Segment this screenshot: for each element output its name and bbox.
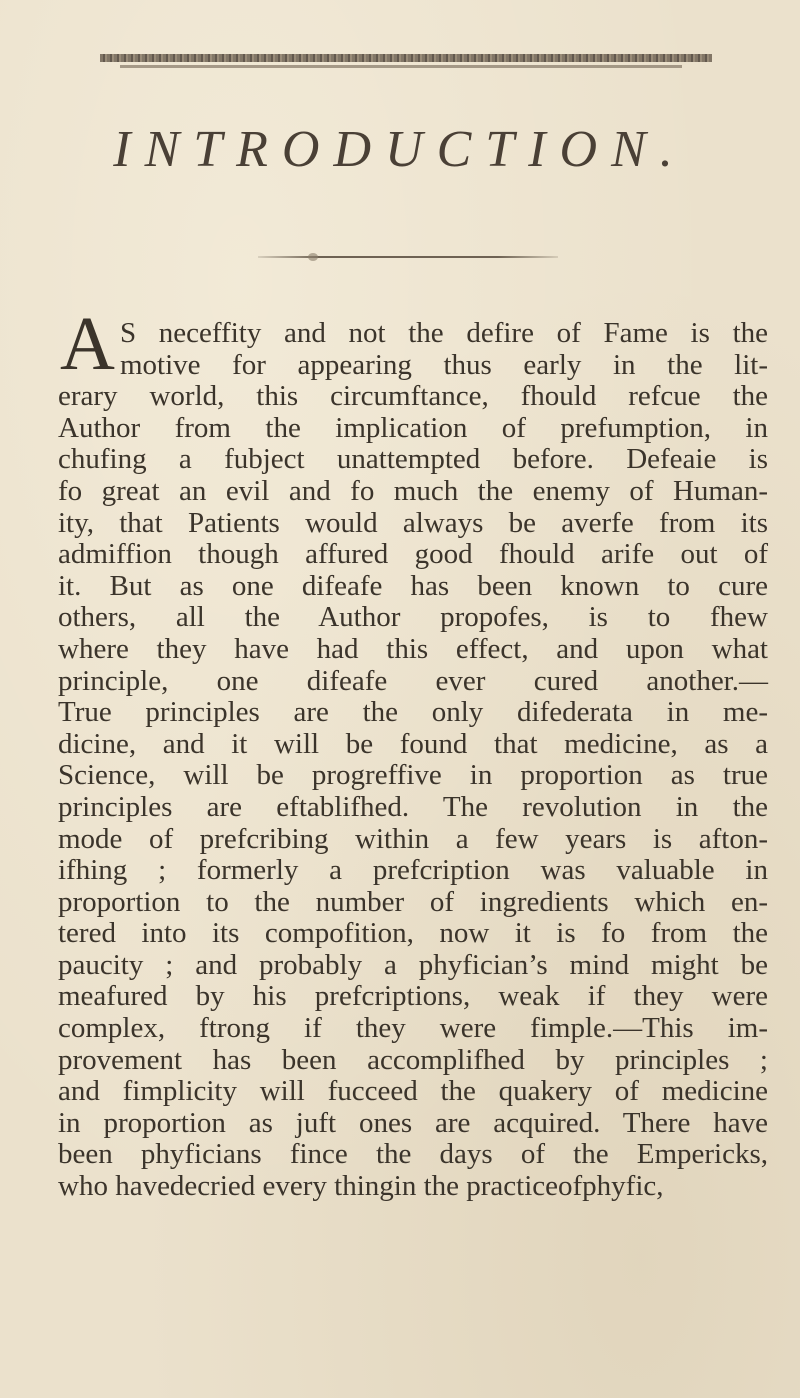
text-line: paucity ; and probably a phyfician’s mind might be: [58, 948, 768, 981]
divider-smudge: [308, 253, 318, 261]
text-line: mode of prefcribing within a few years is afton-: [58, 822, 768, 855]
drop-cap-letter: A: [60, 302, 115, 386]
text-line: erary world, this circumftance, fhould refcue the: [58, 380, 768, 413]
text-line: fo great an evil and fo much the enemy of Human-: [58, 474, 768, 507]
text-line: where they have had this effect, and upon what: [58, 632, 768, 665]
text-line: admiffion though affured good fhould arife out of: [58, 538, 768, 571]
text-line: others, all the Author propofes, is to fhew: [58, 601, 768, 634]
text-line: who havedecried every thingin the practiceofphyfic,: [58, 1170, 664, 1203]
text-line: tered into its compofition, now it is fo from the: [58, 917, 768, 950]
text-line: been phyficians fince the days of the Empericks,: [58, 1138, 768, 1171]
divider-line: [258, 256, 558, 258]
text-line: Author from the implication of prefumption, in: [58, 411, 768, 444]
header-ornamental-rule: [100, 50, 712, 72]
text-line: proportion to the number of ingredients which en-: [58, 885, 768, 918]
body-paragraph: [58, 318, 768, 1203]
header-rule-band: [100, 54, 712, 62]
text-line: principles are eftablifhed. The revolution in the: [58, 790, 768, 823]
text-line: provement has been accomplifhed by principles ;: [58, 1043, 768, 1076]
chapter-heading: INTRODUCTION.: [113, 121, 687, 178]
text-line: principle, one difeafe ever cured another.—: [58, 664, 768, 697]
text-line: chufing a fubject unattempted before. Defeaie is: [58, 443, 768, 476]
text-line: Science, will be progreffive in proportion as true: [58, 759, 768, 792]
text-line: in proportion as juft ones are acquired. There have: [58, 1106, 768, 1139]
text-line: and fimplicity will fucceed the quakery of medicine: [58, 1075, 768, 1108]
text-line: it. But as one difeafe has been known to cure: [58, 569, 768, 602]
text-line: motive for appearing thus early in the lit-: [120, 348, 768, 381]
text-line: ity, that Patients would always be averfe from its: [58, 506, 768, 539]
header-rule-thin: [120, 65, 682, 68]
text-line: complex, ftrong if they were fimple.—This im-: [58, 1012, 768, 1045]
text-line: meafured by his prefcriptions, weak if they were: [58, 980, 768, 1013]
text-line: True principles are the only difederata in me-: [58, 696, 768, 729]
text-line: dicine, and it will be found that medicine, as a: [58, 727, 768, 760]
text-line: ifhing ; formerly a prefcription was valuable in: [58, 854, 768, 887]
heading-divider-rule: [258, 253, 558, 261]
text-line: S neceffity and not the defire of Fame is the: [120, 317, 768, 349]
